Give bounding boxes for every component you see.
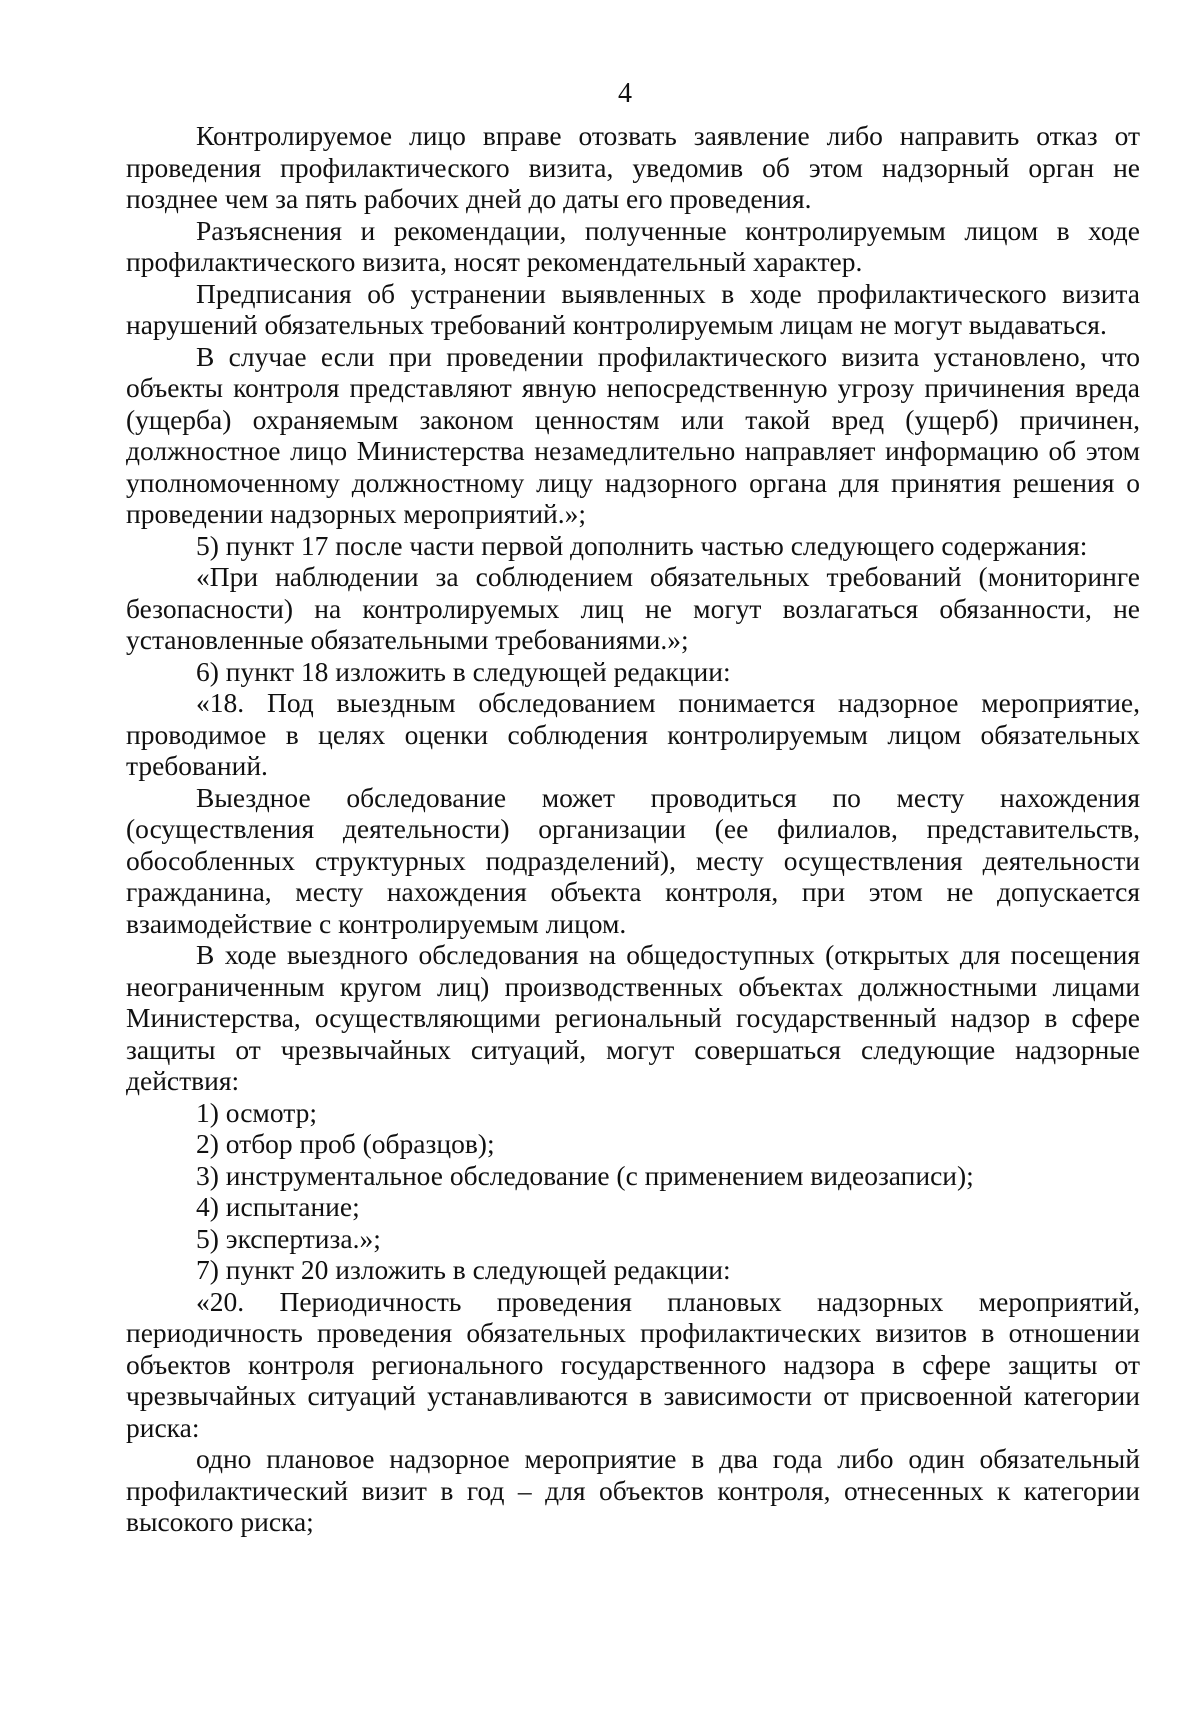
- paragraph: 6) пункт 18 изложить в следующей редакции:: [196, 655, 731, 687]
- paragraph: В случае если при проведении профилактического визита установлено, что объекты контроля представляют явную непосредственную угрозу причинения вреда (ущерба) охраняемым законом ценностям или такой вред (ущерб) причинен, должностное лицо Министерства незамедлительно направляет информацию об этом уполномоченному должностному лицу надзорного органа для принятия решения о проведении надзорных мероприятий.»;: [126, 340, 1140, 529]
- paragraph: 5) пункт 17 после части первой дополнить частью следующего содержания:: [196, 529, 1088, 561]
- paragraph: одно плановое надзорное мероприятие в два года либо один обязательный профилактический визит в год – для объектов контроля, отнесенных к категории высокого риска;: [126, 1443, 1140, 1537]
- paragraph: Контролируемое лицо вправе отозвать заявление либо направить отказ от проведения профилактического визита, уведомив об этом надзорный орган не позднее чем за пять рабочих дней до даты его проведения.: [126, 120, 1140, 214]
- paragraph: «20. Периодичность проведения плановых надзорных мероприятий, периодичность проведения обязательных профилактических визитов в отношении объектов контроля регионального государственного надзора в сфере защиты от чрезвычайных ситуаций устанавливаются в зависимости от присвоенной категории риска:: [126, 1285, 1140, 1443]
- document-body: [126, 120, 1140, 1538]
- paragraph: В ходе выездного обследования на общедоступных (открытых для посещения неограниченным кругом лиц) производственных объектах должностными лицами Министерства, осуществляющими региональный государственный надзор в сфере защиты от чрезвычайных ситуаций, могут совершаться следующие надзорные действия:: [126, 939, 1140, 1096]
- list-item: 1) осмотр;: [196, 1096, 317, 1128]
- paragraph: Выездное обследование может проводиться по месту нахождения (осуществления деятельности) организации (ее филиалов, представительств, обособленных структурных подразделений), месту осуществления деятельности гражданина, месту нахождения объекта контроля, при этом не допускается взаимодействие с контролируемым лицом.: [126, 781, 1140, 939]
- list-item: 2) отбор проб (образцов);: [196, 1128, 495, 1159]
- list-item: 3) инструментальное обследование (с применением видеозаписи);: [196, 1159, 974, 1191]
- list-item: 5) экспертиза.»;: [196, 1222, 381, 1254]
- paragraph: Разъяснения и рекомендации, полученные контролируемым лицом в ходе профилактического визита, носят рекомендательный характер.: [126, 214, 1140, 277]
- paragraph: «При наблюдении за соблюдением обязательных требований (мониторинге безопасности) на контролируемых лиц не могут возлагаться обязанности, не установленные обязательными требованиями.»;: [126, 561, 1140, 655]
- paragraph: 7) пункт 20 изложить в следующей редакции:: [196, 1254, 731, 1285]
- paragraph: «18. Под выездным обследованием понимается надзорное мероприятие, проводимое в целях оценки соблюдения контролируемым лицом обязательных требований.: [126, 687, 1140, 781]
- page-number: 4: [618, 78, 632, 109]
- paragraph: Предписания об устранении выявленных в ходе профилактического визита нарушений обязательных требований контролируемым лицам не могут выдаваться.: [126, 277, 1140, 340]
- list-item: 4) испытание;: [196, 1191, 360, 1222]
